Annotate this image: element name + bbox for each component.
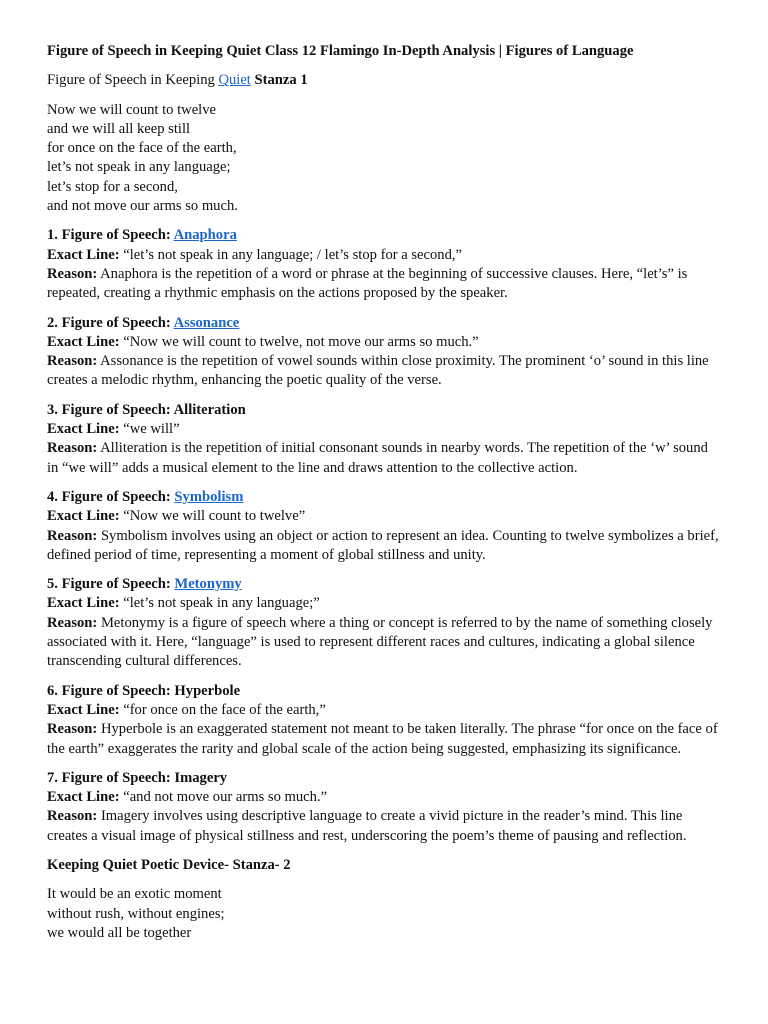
exact-line-label: Exact Line: (47, 421, 120, 438)
exact-line-text: “we will” (123, 421, 180, 438)
reason-text: Assonance is the repetition of vowel sounds within close proximity. The prominent ‘o’ sound in this line creates a melodic rhythm, enhancing the poetic quality of the verse. (47, 353, 709, 389)
reason-row (47, 720, 722, 759)
reason-row (47, 614, 722, 672)
stanza-1-heading-prefix: Figure of Speech in Keeping (47, 72, 219, 89)
poem-line: and not move our arms so much. (47, 198, 238, 215)
exact-line-label: Exact Line: (47, 595, 120, 612)
exact-line-text: “let’s not speak in any language; / let’s stop for a second,” (123, 246, 463, 263)
figure-heading (47, 769, 722, 788)
stanza-2-poem (47, 885, 722, 943)
exact-line-text: “for once on the face of the earth,” (123, 701, 326, 718)
reason-label: Reason: (47, 808, 98, 825)
figure-prefix: 1. Figure of Speech: (47, 227, 174, 244)
figure-anaphora (47, 226, 722, 303)
figure-prefix: 2. Figure of Speech: (47, 314, 174, 331)
reason-label: Reason: (47, 440, 98, 457)
reason-label: Reason: (47, 614, 98, 631)
stanza-1-heading-suffix: Stanza 1 (254, 72, 308, 89)
figure-imagery (47, 769, 722, 846)
assonance-link[interactable]: Assonance (173, 314, 240, 331)
exact-line-text: “Now we will count to twelve, not move our arms so much.” (123, 333, 479, 350)
quiet-link[interactable]: Quiet (218, 72, 251, 89)
reason-label: Reason: (47, 527, 98, 544)
exact-line-row (47, 420, 722, 439)
poem-line: and we will all keep still (47, 120, 191, 137)
reason-label: Reason: (47, 265, 98, 282)
figure-hyperbole (47, 682, 722, 759)
reason-text: Hyperbole is an exaggerated statement not meant to be taken literally. The phrase “for once on the face of the earth” exaggerates the rarity and global scale of the action being suggested, emphasizing its significance. (47, 721, 718, 757)
figure-prefix: 7. Figure of Speech: (47, 769, 175, 786)
figure-name: Hyperbole (174, 682, 241, 699)
exact-line-label: Exact Line: (47, 246, 120, 263)
exact-line-row (47, 594, 722, 613)
exact-line-row (47, 701, 722, 720)
exact-line-row (47, 333, 722, 352)
reason-row (47, 265, 722, 304)
figure-heading (47, 682, 722, 701)
figure-prefix: 3. Figure of Speech: (47, 401, 174, 418)
figure-heading (47, 488, 722, 507)
figure-metonymy (47, 575, 722, 671)
poem-line: Now we will count to twelve (47, 101, 217, 118)
article-title: Figure of Speech in Keeping Quiet Class 12 Flamingo In-Depth Analysis | Figures of Language (47, 43, 634, 59)
exact-line-text: “let’s not speak in any language;” (123, 595, 320, 612)
figure-symbolism (47, 488, 722, 565)
reason-row (47, 352, 722, 391)
figure-heading (47, 226, 722, 245)
exact-line-text: “and not move our arms so much.” (123, 789, 328, 806)
reason-row (47, 527, 722, 566)
exact-line-label: Exact Line: (47, 789, 120, 806)
reason-row (47, 439, 722, 478)
poem-line: It would be an exotic moment (47, 886, 222, 903)
reason-row (47, 807, 722, 846)
poem-line: let’s stop for a second, (47, 178, 178, 195)
reason-text: Alliteration is the repetition of initial consonant sounds in nearby words. The repetition of the ‘w’ sound in “we will” adds a musical element to the line and draws attention to the collective action. (47, 440, 708, 476)
poem-line: for once on the face of the earth, (47, 140, 237, 157)
exact-line-label: Exact Line: (47, 333, 120, 350)
exact-line-row (47, 507, 722, 526)
poem-line: let’s not speak in any language; (47, 159, 231, 176)
figure-name: Imagery (174, 769, 228, 786)
figure-heading (47, 575, 722, 594)
exact-line-label: Exact Line: (47, 508, 120, 525)
figure-heading (47, 401, 722, 420)
reason-text: Imagery involves using descriptive language to create a vivid picture in the reader’s mind. This line creates a visual image of physical stillness and rest, underscoring the poem’s theme of pausing and reflection. (47, 808, 687, 844)
stanza-2-heading: Keeping Quiet Poetic Device- Stanza- 2 (47, 856, 291, 873)
exact-line-label: Exact Line: (47, 701, 120, 718)
reason-text: Anaphora is the repetition of a word or phrase at the beginning of successive clauses. Here, “let’s” is repeated, creating a rhythmic emphasis on the actions proposed by the speaker. (47, 265, 688, 302)
figure-prefix: 4. Figure of Speech: (47, 488, 175, 505)
poem-line: without rush, without engines; (47, 905, 225, 922)
exact-line-text: “Now we will count to twelve” (123, 508, 306, 525)
metonymy-link[interactable]: Metonymy (174, 576, 242, 593)
stanza-1-heading (47, 71, 722, 90)
figure-assonance (47, 314, 722, 391)
stanza-1-poem (47, 101, 722, 217)
poem-line: we would all be together (47, 924, 192, 941)
exact-line-row (47, 246, 722, 265)
reason-label: Reason: (47, 721, 98, 738)
exact-line-row (47, 788, 722, 807)
figure-name: Alliteration (173, 401, 246, 418)
figure-heading (47, 314, 722, 333)
reason-text: Metonymy is a figure of speech where a thing or concept is referred to by the name of something closely associated with it. Here, “language” is used to represent different races and cultures, indicating a global silence transcending cultural differences. (47, 614, 713, 670)
reason-text: Symbolism involves using an object or action to represent an idea. Counting to twelve symbolizes a brief, defined period of time, representing a moment of global stillness and unity. (47, 527, 719, 563)
figure-prefix: 6. Figure of Speech: (47, 682, 175, 699)
figure-prefix: 5. Figure of Speech: (47, 576, 175, 593)
figure-alliteration (47, 401, 722, 478)
reason-label: Reason: (47, 353, 98, 370)
symbolism-link[interactable]: Symbolism (174, 488, 244, 505)
anaphora-link[interactable]: Anaphora (173, 227, 237, 244)
